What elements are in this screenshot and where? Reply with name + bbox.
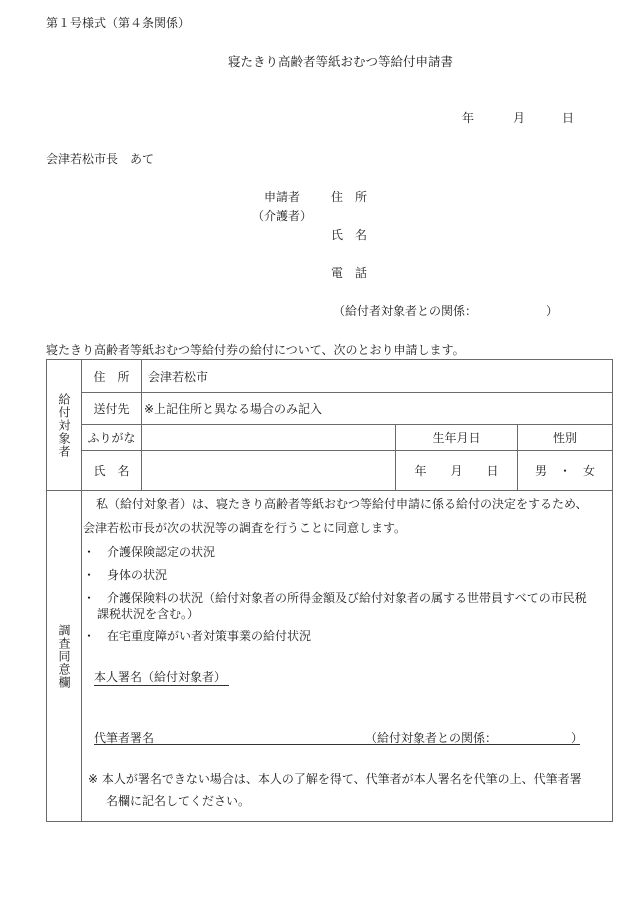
addressee: 会津若松市長 あて (46, 152, 155, 166)
consent-item: ・ 在宅重度障がい者対策事業の給付状況 (83, 629, 312, 643)
delivery-label: 送付先 (82, 393, 142, 425)
consent-section-cell (47, 491, 82, 822)
intro-text: 寝たきり高齢者等紙おむつ等給付券の給付について、次のとおり申請します。 (46, 343, 465, 357)
recipient-name-label: 氏 名 (82, 451, 142, 491)
recipient-name-field[interactable] (142, 451, 396, 491)
applicant-label: 申請者 (264, 190, 301, 204)
applicant-address-label: 住 所 (331, 190, 368, 204)
furigana-label: ふりがな (82, 425, 142, 451)
consent-item-continued: 課税状況を含む。） (97, 607, 200, 621)
proxy-relation-label: （給付対象者との関係： (365, 731, 498, 745)
date-day-label: 日 (562, 111, 575, 125)
note-line-1: ※ 本人が署名できない場合は、本人の了解を得て、代筆者が本人署名を代筆の上、代筆者署 (88, 772, 582, 786)
proxy-relation-close: ） (571, 731, 584, 745)
proxy-signature-label: 代筆者署名 (94, 731, 155, 745)
date-month-label: 月 (513, 111, 526, 125)
delivery-field[interactable]: ※上記住所と異なる場合のみ記入 (142, 393, 613, 425)
applicant-phone-label: 電 話 (331, 266, 368, 280)
consent-body (82, 491, 613, 822)
recipient-section-label: 給付対象者 (57, 392, 71, 458)
proxy-signature-field[interactable] (94, 729, 580, 745)
applicant-relation-label: （給付者対象者との関係： (333, 304, 478, 318)
sex-field[interactable]: 男 ・ 女 (518, 451, 613, 491)
recipient-section-cell (47, 360, 82, 491)
applicant-sub-label: （介護者） (252, 209, 313, 223)
birth-date-label: 生年月日 (396, 425, 518, 451)
recipient-address-label: 住 所 (82, 360, 142, 393)
applicant-name-label: 氏 名 (331, 228, 368, 242)
consent-section-label: 調査同意欄 (57, 623, 71, 689)
consent-paragraph-2: 会津若松市長が次の状況等の調査を行うことに同意します。 (83, 521, 407, 535)
consent-paragraph-1: 私（給付対象者）は、寝たきり高齢者等紙おむつ等給付申請に係る給付の決定をするため、 (96, 497, 588, 511)
form-number: 第１号様式（第４条関係） (46, 16, 191, 30)
applicant-relation-close: ） (546, 304, 559, 318)
sex-label: 性別 (518, 425, 613, 451)
consent-item: ・ 介護保険認定の状況 (83, 545, 216, 559)
furigana-field[interactable] (142, 425, 396, 451)
application-table (46, 359, 613, 822)
principal-signature-field[interactable] (94, 668, 229, 686)
note-line-2: 名欄に記名してください。 (106, 794, 251, 808)
consent-item: ・ 介護保険料の状況（給付対象者の所得金額及び給付対象者の属する世帯員すべての市民税 (83, 591, 587, 605)
consent-item: ・ 身体の状況 (83, 568, 168, 582)
birth-date-field[interactable]: 年 月 日 (396, 451, 518, 491)
date-year-label: 年 (462, 111, 475, 125)
page-title: 寝たきり高齢者等紙おむつ等給付申請書 (228, 54, 454, 69)
principal-signature-label: 本人署名（給付対象者） (94, 670, 227, 684)
recipient-address-field[interactable]: 会津若松市 (142, 360, 613, 393)
